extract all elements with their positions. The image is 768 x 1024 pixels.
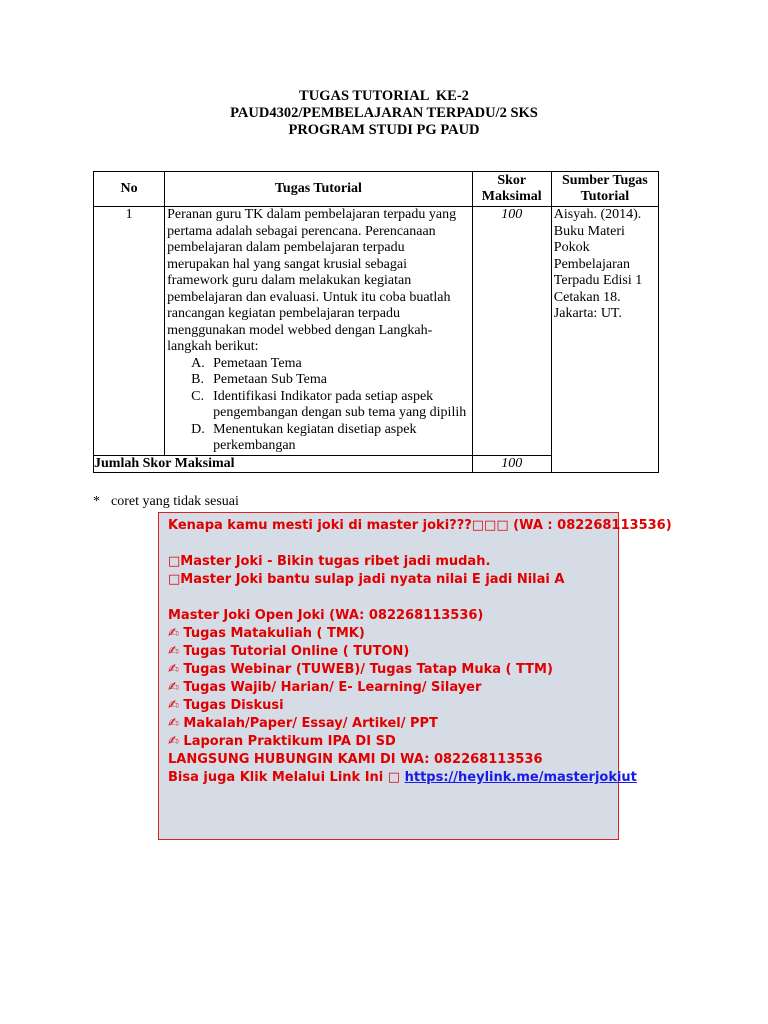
list-item: ✍ Tugas Wajib/ Harian/ E- Learning/ Silayer — [168, 680, 482, 695]
tutorial-task-table — [93, 171, 659, 473]
footnote-star: * — [93, 494, 100, 509]
step-text: Menentukan kegiatan disetiap aspek perkembangan — [213, 421, 417, 453]
header-no: No — [94, 172, 165, 207]
row-no: 1 — [94, 207, 165, 456]
table-header-row — [94, 172, 659, 207]
document-header — [0, 88, 768, 139]
header-source — [551, 172, 658, 207]
list-item: ✍ Makalah/Paper/ Essay/ Artikel/ PPT — [168, 716, 438, 731]
promo-line-4: Master Joki Open Joki (WA: 082268113536) — [168, 608, 484, 623]
step-marker: B. — [191, 372, 204, 387]
list-item: ✍ Tugas Diskusi — [168, 698, 284, 713]
step-marker: C. — [191, 388, 204, 404]
header-source-line1: Sumber Tugas — [562, 172, 648, 188]
row-skor: 100 — [472, 207, 551, 456]
list-item — [191, 372, 470, 389]
list-item: ✍ Tugas Matakuliah ( TMK) — [168, 626, 365, 641]
step-text: Identifikasi Indikator pada setiap aspek pengembangan dengan sub tema yang dipilih — [213, 388, 467, 420]
task-steps-list — [167, 356, 470, 455]
list-item: ✍ Tugas Webinar (TUWEB)/ Tugas Tatap Muka ( TTM) — [168, 662, 553, 677]
header-source-line2: Tutorial — [580, 189, 630, 204]
title-line-1: TUGAS TUTORIAL KE-2 — [299, 88, 469, 104]
promo-line-2: □Master Joki - Bikin tugas ribet jadi mudah. — [168, 554, 491, 569]
list-item — [191, 355, 470, 373]
header-skor-line2: Maksimal — [481, 189, 542, 204]
header-skor-line1: Skor — [497, 172, 527, 188]
step-text: Pemetaan Tema — [213, 355, 302, 371]
header-task: Tugas Tutorial — [165, 172, 473, 207]
list-item — [191, 421, 470, 455]
step-text: Pemetaan Sub Tema — [213, 372, 327, 387]
promo-spacer — [168, 589, 609, 607]
footnote — [93, 494, 239, 510]
list-item: ✍ Laporan Praktikum IPA DI SD — [168, 734, 396, 749]
list-item — [191, 388, 470, 422]
promo-link-line — [168, 769, 637, 787]
task-paragraph: Peranan guru TK dalam pembelajaran terpadu yang pertama adalah sebagai perencana. Perencanaan pembelajaran dalam pembelajaran terpadu merupakan hal yang sangat krusial sebagai framework guru dalam melakukan kegiatan pembelajaran dan evaluasi. Untuk itu coba buatlah rancangan kegiatan pembelajaran terpadu menggunakan model webbed dengan Langkah-langkah berikut: — [167, 207, 457, 354]
promo-box — [158, 512, 672, 840]
title-line-3: PROGRAM STUDI PG PAUD — [288, 122, 480, 138]
footnote-text: coret yang tidak sesuai — [111, 494, 239, 509]
promo-link-prefix: Bisa juga Klik Melalui Link Ini □ — [168, 770, 405, 785]
promo-line-3: □Master Joki bantu sulap jadi nyata nilai E jadi Nilai A — [168, 572, 565, 587]
promo-line-1: Kenapa kamu mesti joki di master joki???□□□ (WA : 082268113536) — [168, 518, 672, 533]
heylink-link[interactable]: https://heylink.me/masterjokiut — [404, 770, 637, 785]
table-row — [94, 207, 659, 456]
promo-spacer — [168, 535, 609, 553]
promo-contact: LANGSUNG HUBUNGIN KAMI DI WA: 082268113536 — [168, 752, 543, 767]
title-line-2: PAUD4302/PEMBELAJARAN TERPADU/2 SKS — [230, 105, 538, 121]
total-label: Jumlah Skor Maksimal — [94, 455, 473, 473]
step-marker: A. — [191, 355, 205, 371]
step-marker: D. — [191, 421, 205, 437]
list-item: ✍ Tugas Tutorial Online ( TUTON) — [168, 644, 410, 659]
header-skor — [472, 172, 551, 207]
row-task — [165, 207, 473, 456]
row-source: Aisyah. (2014). Buku Materi Pokok Pembelajaran Terpadu Edisi 1 Cetakan 18. Jakarta: UT. — [551, 207, 658, 473]
total-value: 100 — [472, 455, 551, 473]
